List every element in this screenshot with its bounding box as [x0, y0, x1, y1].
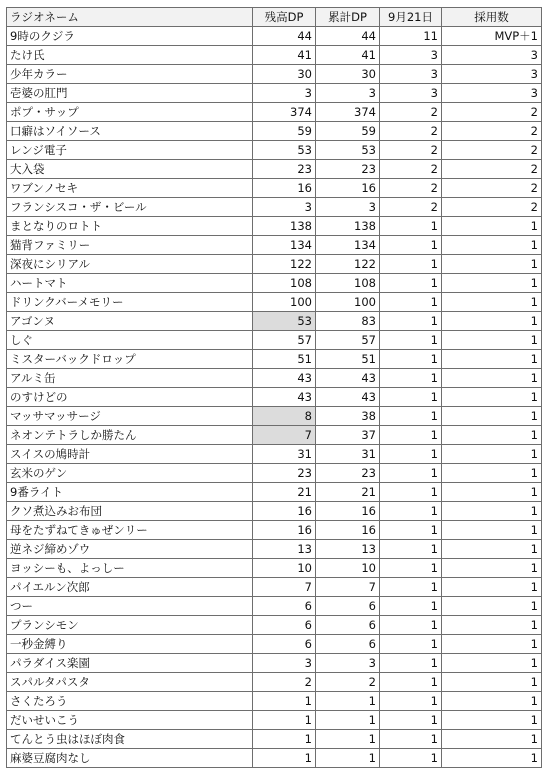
name-cell[interactable]: しぐ	[7, 331, 253, 350]
adopted-count-cell[interactable]: 3	[442, 65, 542, 84]
table-row	[7, 293, 542, 312]
table-row	[7, 445, 542, 464]
table-row	[7, 65, 542, 84]
name-cell[interactable]: だいせいこう	[7, 711, 253, 730]
name-cell[interactable]: ミスターバックドロップ	[7, 350, 253, 369]
total-dp-cell[interactable]: 2	[316, 673, 380, 692]
total-dp-cell[interactable]: 23	[316, 464, 380, 483]
adopted-count-cell[interactable]: 1	[442, 578, 542, 597]
date-cell[interactable]: 2	[380, 122, 442, 141]
name-cell[interactable]: パラダイス楽園	[7, 654, 253, 673]
remaining-dp-cell[interactable]: 23	[253, 464, 316, 483]
adopted-count-cell[interactable]: MVP＋1	[442, 27, 542, 46]
name-cell[interactable]: 少年カラー	[7, 65, 253, 84]
table-row	[7, 84, 542, 103]
date-cell[interactable]: 1	[380, 502, 442, 521]
remaining-dp-cell[interactable]: 13	[253, 540, 316, 559]
remaining-dp-cell[interactable]: 41	[253, 46, 316, 65]
remaining-dp-cell[interactable]: 6	[253, 616, 316, 635]
remaining-dp-cell[interactable]: 59	[253, 122, 316, 141]
table-row	[7, 179, 542, 198]
date-cell[interactable]: 1	[380, 369, 442, 388]
total-dp-cell[interactable]: 10	[316, 559, 380, 578]
remaining-dp-cell[interactable]: 138	[253, 217, 316, 236]
total-dp-cell[interactable]: 3	[316, 198, 380, 217]
name-cell[interactable]: 9番ライト	[7, 483, 253, 502]
adopted-count-cell[interactable]: 1	[442, 464, 542, 483]
name-cell[interactable]: 玄米のゲン	[7, 464, 253, 483]
remaining-dp-cell[interactable]: 6	[253, 597, 316, 616]
remaining-dp-cell[interactable]: 6	[253, 635, 316, 654]
name-cell[interactable]: レンジ電子	[7, 141, 253, 160]
date-cell[interactable]: 1	[380, 578, 442, 597]
total-dp-cell[interactable]: 30	[316, 65, 380, 84]
date-cell[interactable]: 1	[380, 445, 442, 464]
remaining-dp-cell[interactable]: 16	[253, 521, 316, 540]
date-cell[interactable]: 1	[380, 673, 442, 692]
header-adopted-count[interactable]: 採用数	[442, 8, 542, 27]
date-cell[interactable]: 1	[380, 407, 442, 426]
total-dp-cell[interactable]: 374	[316, 103, 380, 122]
date-cell[interactable]: 1	[380, 730, 442, 749]
date-cell[interactable]: 1	[380, 331, 442, 350]
date-cell[interactable]: 1	[380, 312, 442, 331]
date-cell[interactable]: 1	[380, 616, 442, 635]
remaining-dp-cell[interactable]: 16	[253, 179, 316, 198]
name-cell[interactable]: ワブンノセキ	[7, 179, 253, 198]
adopted-count-cell[interactable]: 1	[442, 388, 542, 407]
table-row	[7, 236, 542, 255]
total-dp-cell[interactable]: 6	[316, 616, 380, 635]
date-cell[interactable]: 2	[380, 103, 442, 122]
table-row	[7, 711, 542, 730]
total-dp-cell[interactable]: 16	[316, 521, 380, 540]
table-row	[7, 540, 542, 559]
date-cell[interactable]: 1	[380, 521, 442, 540]
table-row	[7, 502, 542, 521]
remaining-dp-cell[interactable]: 1	[253, 711, 316, 730]
total-dp-cell[interactable]: 3	[316, 84, 380, 103]
remaining-dp-cell[interactable]: 134	[253, 236, 316, 255]
total-dp-cell[interactable]: 43	[316, 369, 380, 388]
remaining-dp-cell[interactable]: 1	[253, 730, 316, 749]
total-dp-cell[interactable]: 43	[316, 388, 380, 407]
table-row	[7, 255, 542, 274]
name-cell[interactable]: スパルタパスタ	[7, 673, 253, 692]
total-dp-cell[interactable]: 1	[316, 711, 380, 730]
remaining-dp-cell[interactable]: 53	[253, 312, 316, 331]
name-cell[interactable]: マッサマッサージ	[7, 407, 253, 426]
adopted-count-cell[interactable]: 1	[442, 749, 542, 768]
total-dp-cell[interactable]: 138	[316, 217, 380, 236]
date-cell[interactable]: 1	[380, 654, 442, 673]
total-dp-cell[interactable]: 16	[316, 179, 380, 198]
table-row	[7, 369, 542, 388]
date-cell[interactable]: 1	[380, 274, 442, 293]
table-row	[7, 578, 542, 597]
adopted-count-cell[interactable]: 1	[442, 217, 542, 236]
table-row	[7, 122, 542, 141]
name-cell[interactable]: アルミ缶	[7, 369, 253, 388]
name-cell[interactable]: 9時のクジラ	[7, 27, 253, 46]
name-cell[interactable]: ドリンクバーメモリー	[7, 293, 253, 312]
remaining-dp-cell[interactable]: 2	[253, 673, 316, 692]
remaining-dp-cell[interactable]: 1	[253, 749, 316, 768]
adopted-count-cell[interactable]: 1	[442, 236, 542, 255]
adopted-count-cell[interactable]: 2	[442, 198, 542, 217]
table-row	[7, 749, 542, 768]
total-dp-cell[interactable]: 6	[316, 635, 380, 654]
header-row	[7, 8, 542, 27]
name-cell[interactable]: スイスの鳩時計	[7, 445, 253, 464]
remaining-dp-cell[interactable]: 3	[253, 654, 316, 673]
adopted-count-cell[interactable]: 1	[442, 597, 542, 616]
table-row	[7, 464, 542, 483]
date-cell[interactable]: 2	[380, 179, 442, 198]
adopted-count-cell[interactable]: 1	[442, 445, 542, 464]
remaining-dp-cell[interactable]: 43	[253, 369, 316, 388]
total-dp-cell[interactable]: 6	[316, 597, 380, 616]
date-cell[interactable]: 3	[380, 84, 442, 103]
adopted-count-cell[interactable]: 1	[442, 407, 542, 426]
total-dp-cell[interactable]: 41	[316, 46, 380, 65]
adopted-count-cell[interactable]: 1	[442, 293, 542, 312]
table-row	[7, 141, 542, 160]
date-cell[interactable]: 1	[380, 293, 442, 312]
remaining-dp-cell[interactable]: 23	[253, 160, 316, 179]
table-row	[7, 331, 542, 350]
adopted-count-cell[interactable]: 1	[442, 274, 542, 293]
remaining-dp-cell[interactable]: 8	[253, 407, 316, 426]
table-row	[7, 654, 542, 673]
table-row	[7, 730, 542, 749]
adopted-count-cell[interactable]: 1	[442, 559, 542, 578]
remaining-dp-cell[interactable]: 44	[253, 27, 316, 46]
name-cell[interactable]: まとなりのロトト	[7, 217, 253, 236]
total-dp-cell[interactable]: 1	[316, 730, 380, 749]
date-cell[interactable]: 3	[380, 65, 442, 84]
adopted-count-cell[interactable]: 1	[442, 369, 542, 388]
total-dp-cell[interactable]: 37	[316, 426, 380, 445]
adopted-count-cell[interactable]: 1	[442, 255, 542, 274]
adopted-count-cell[interactable]: 2	[442, 179, 542, 198]
remaining-dp-cell[interactable]: 30	[253, 65, 316, 84]
adopted-count-cell[interactable]: 1	[442, 616, 542, 635]
date-cell[interactable]: 1	[380, 388, 442, 407]
name-cell[interactable]: 口癖はソイソース	[7, 122, 253, 141]
total-dp-cell[interactable]: 134	[316, 236, 380, 255]
name-cell[interactable]: 麻婆豆腐肉なし	[7, 749, 253, 768]
name-cell[interactable]: 大入袋	[7, 160, 253, 179]
name-cell[interactable]: アゴンヌ	[7, 312, 253, 331]
date-cell[interactable]: 1	[380, 217, 442, 236]
adopted-count-cell[interactable]: 1	[442, 635, 542, 654]
adopted-count-cell[interactable]: 2	[442, 103, 542, 122]
total-dp-cell[interactable]: 7	[316, 578, 380, 597]
total-dp-cell[interactable]: 21	[316, 483, 380, 502]
total-dp-cell[interactable]: 38	[316, 407, 380, 426]
date-cell[interactable]: 1	[380, 711, 442, 730]
table-body	[7, 27, 542, 768]
date-cell[interactable]: 1	[380, 426, 442, 445]
adopted-count-cell[interactable]: 1	[442, 426, 542, 445]
table-row	[7, 616, 542, 635]
name-cell[interactable]: てんとう虫はほぼ肉食	[7, 730, 253, 749]
total-dp-cell[interactable]: 108	[316, 274, 380, 293]
total-dp-cell[interactable]: 13	[316, 540, 380, 559]
total-dp-cell[interactable]: 53	[316, 141, 380, 160]
remaining-dp-cell[interactable]: 7	[253, 578, 316, 597]
date-cell[interactable]: 1	[380, 464, 442, 483]
name-cell[interactable]: 一秒金縛り	[7, 635, 253, 654]
total-dp-cell[interactable]: 59	[316, 122, 380, 141]
remaining-dp-cell[interactable]: 3	[253, 198, 316, 217]
adopted-count-cell[interactable]: 2	[442, 141, 542, 160]
total-dp-cell[interactable]: 23	[316, 160, 380, 179]
header-total-dp[interactable]: 累計DP	[316, 8, 380, 27]
date-cell[interactable]: 1	[380, 236, 442, 255]
total-dp-cell[interactable]: 3	[316, 654, 380, 673]
remaining-dp-cell[interactable]: 16	[253, 502, 316, 521]
name-cell[interactable]: ヨッシーも、よっしー	[7, 559, 253, 578]
table-row	[7, 692, 542, 711]
name-cell[interactable]: ポプ・サップ	[7, 103, 253, 122]
date-cell[interactable]: 1	[380, 350, 442, 369]
total-dp-cell[interactable]: 100	[316, 293, 380, 312]
name-cell[interactable]: クソ煮込みお布団	[7, 502, 253, 521]
total-dp-cell[interactable]: 31	[316, 445, 380, 464]
date-cell[interactable]: 1	[380, 559, 442, 578]
table-row	[7, 103, 542, 122]
date-cell[interactable]: 1	[380, 749, 442, 768]
dp-ranking-table	[6, 7, 542, 768]
name-cell[interactable]: たけ氏	[7, 46, 253, 65]
adopted-count-cell[interactable]: 3	[442, 84, 542, 103]
date-cell[interactable]: 11	[380, 27, 442, 46]
table-row	[7, 274, 542, 293]
name-cell[interactable]: つー	[7, 597, 253, 616]
date-cell[interactable]: 1	[380, 540, 442, 559]
remaining-dp-cell[interactable]: 10	[253, 559, 316, 578]
table-row	[7, 27, 542, 46]
adopted-count-cell[interactable]: 1	[442, 711, 542, 730]
remaining-dp-cell[interactable]: 100	[253, 293, 316, 312]
table-row	[7, 217, 542, 236]
total-dp-cell[interactable]: 57	[316, 331, 380, 350]
adopted-count-cell[interactable]: 1	[442, 730, 542, 749]
name-cell[interactable]: ネオンテトラしか勝たん	[7, 426, 253, 445]
adopted-count-cell[interactable]: 1	[442, 350, 542, 369]
remaining-dp-cell[interactable]: 21	[253, 483, 316, 502]
remaining-dp-cell[interactable]: 51	[253, 350, 316, 369]
adopted-count-cell[interactable]: 2	[442, 160, 542, 179]
name-cell[interactable]: 壱婆の肛門	[7, 84, 253, 103]
adopted-count-cell[interactable]: 1	[442, 502, 542, 521]
date-cell[interactable]: 1	[380, 635, 442, 654]
remaining-dp-cell[interactable]: 108	[253, 274, 316, 293]
table-row	[7, 635, 542, 654]
table-row	[7, 483, 542, 502]
table-row	[7, 407, 542, 426]
table-row	[7, 521, 542, 540]
table-row	[7, 426, 542, 445]
remaining-dp-cell[interactable]: 1	[253, 692, 316, 711]
adopted-count-cell[interactable]: 1	[442, 540, 542, 559]
remaining-dp-cell[interactable]: 3	[253, 84, 316, 103]
total-dp-cell[interactable]: 16	[316, 502, 380, 521]
remaining-dp-cell[interactable]: 57	[253, 331, 316, 350]
total-dp-cell[interactable]: 51	[316, 350, 380, 369]
name-cell[interactable]: ハートマト	[7, 274, 253, 293]
total-dp-cell[interactable]: 1	[316, 692, 380, 711]
name-cell[interactable]: 深夜にシリアル	[7, 255, 253, 274]
adopted-count-cell[interactable]: 1	[442, 692, 542, 711]
name-cell[interactable]: 逆ネジ締めゾウ	[7, 540, 253, 559]
name-cell[interactable]: フランシスコ・ザ・ビール	[7, 198, 253, 217]
name-cell[interactable]: 母をたずねてきゅぜンリー	[7, 521, 253, 540]
date-cell[interactable]: 1	[380, 255, 442, 274]
adopted-count-cell[interactable]: 3	[442, 46, 542, 65]
table-row	[7, 160, 542, 179]
remaining-dp-cell[interactable]: 43	[253, 388, 316, 407]
total-dp-cell[interactable]: 44	[316, 27, 380, 46]
name-cell[interactable]: 猫背ファミリー	[7, 236, 253, 255]
adopted-count-cell[interactable]: 1	[442, 331, 542, 350]
name-cell[interactable]: プランシモン	[7, 616, 253, 635]
header-remaining-dp[interactable]: 残高DP	[253, 8, 316, 27]
remaining-dp-cell[interactable]: 374	[253, 103, 316, 122]
name-cell[interactable]: さくたろう	[7, 692, 253, 711]
name-cell[interactable]: パイエルン次郎	[7, 578, 253, 597]
table-row	[7, 312, 542, 331]
table-row	[7, 46, 542, 65]
total-dp-cell[interactable]: 122	[316, 255, 380, 274]
name-cell[interactable]: のすけどの	[7, 388, 253, 407]
total-dp-cell[interactable]: 1	[316, 749, 380, 768]
remaining-dp-cell[interactable]: 7	[253, 426, 316, 445]
adopted-count-cell[interactable]: 1	[442, 673, 542, 692]
table-row	[7, 673, 542, 692]
date-cell[interactable]: 2	[380, 198, 442, 217]
date-cell[interactable]: 2	[380, 141, 442, 160]
date-cell[interactable]: 2	[380, 160, 442, 179]
remaining-dp-cell[interactable]: 31	[253, 445, 316, 464]
total-dp-cell[interactable]: 83	[316, 312, 380, 331]
adopted-count-cell[interactable]: 1	[442, 483, 542, 502]
table-row	[7, 388, 542, 407]
date-cell[interactable]: 1	[380, 597, 442, 616]
adopted-count-cell[interactable]: 2	[442, 122, 542, 141]
date-cell[interactable]: 1	[380, 483, 442, 502]
date-cell[interactable]: 3	[380, 46, 442, 65]
date-cell[interactable]: 1	[380, 692, 442, 711]
table-row	[7, 559, 542, 578]
table-row	[7, 198, 542, 217]
table-row	[7, 597, 542, 616]
remaining-dp-cell[interactable]: 53	[253, 141, 316, 160]
adopted-count-cell[interactable]: 1	[442, 654, 542, 673]
header-date[interactable]: 9月21日	[380, 8, 442, 27]
adopted-count-cell[interactable]: 1	[442, 312, 542, 331]
header-radio-name[interactable]: ラジオネーム	[7, 8, 253, 27]
table-row	[7, 350, 542, 369]
remaining-dp-cell[interactable]: 122	[253, 255, 316, 274]
adopted-count-cell[interactable]: 1	[442, 521, 542, 540]
